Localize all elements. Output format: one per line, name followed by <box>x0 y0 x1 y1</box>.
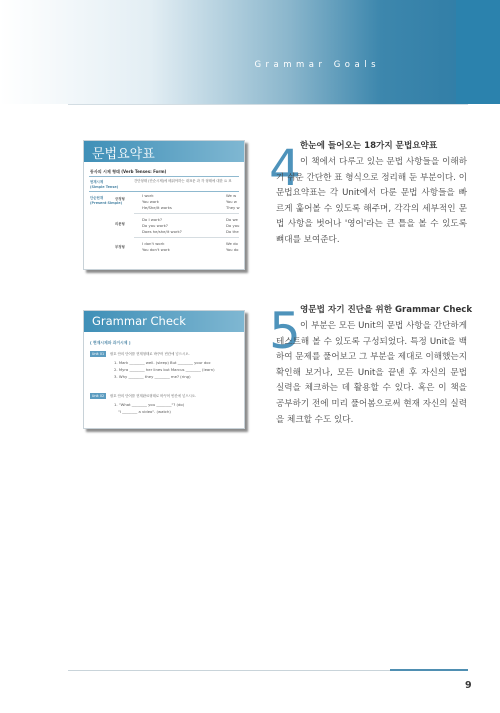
exercise-item: "I ________ a video". (watch) <box>118 409 171 414</box>
exercise-instruction: 괄호 안의 단어를 현재완료형태로 바꾸어 빈칸에 넣으시오. <box>110 394 197 398</box>
thumbnail-header <box>84 311 244 332</box>
thumbnail-title: 문법요약표 <box>92 147 155 162</box>
exercise-item: 3. Why ________ they ________ me? (ring) <box>114 374 191 379</box>
thumbnail-header <box>84 141 244 162</box>
summary-table-thumbnail <box>83 140 245 270</box>
thumbnail-rule <box>89 191 239 192</box>
row-line-right: Do you <box>226 223 240 228</box>
exercise-instruction: 괄호 안의 단어를 현재형태로 바꾸어 빈칸에 넣으시오. <box>110 352 190 356</box>
row-divider <box>134 213 239 214</box>
row-line-right: Do we <box>226 217 238 222</box>
section-number: 5 <box>269 302 301 360</box>
row-line: Do I work? <box>142 217 162 222</box>
thumbnail-intro: 간단형태 (단순시제)에 배워야하는 대표문 과 각 형태에 대한 요 표 <box>134 179 232 183</box>
section-heading: 한눈에 들어오는 18가지 문법요약표 <box>300 141 438 151</box>
thumbnail-title: Grammar Check <box>92 314 186 328</box>
section-paragraph: 이 책에서 다루고 있는 문법 사항들을 이해하기 쉬운 간단한 표 형식으로 정리해 둔 부분이다. 이 문법요약표는 각 Unit에서 다룬 문법 사항들을 빠르게 훑어볼 수 있도록 해주며, 각각의 세부적인 문법 사항을 벗어나 '영어'라는 큰 틀을 볼 수 있도록 뼈대를 보여준다. <box>276 157 467 245</box>
row-category: 부정형 <box>115 245 125 249</box>
sub-tense-label: 단순현재 <box>90 196 104 200</box>
row-line: He/She/It works <box>142 205 172 210</box>
section-heading: 영문법 자기 진단을 위한 Grammar Check <box>300 305 473 315</box>
row-line-right: You do <box>226 247 239 252</box>
tense-label: 현재시제 <box>90 180 104 184</box>
row-line: You don't work <box>142 247 170 252</box>
row-line-right: Do the <box>226 229 239 234</box>
exercise-item: 2. Myra ________ her lines but Marcus ________ (learn) <box>114 367 215 372</box>
row-line: You work <box>142 199 159 204</box>
header-band <box>0 0 500 104</box>
header-title: Grammar Goals <box>254 60 380 70</box>
row-line: I work <box>142 193 154 198</box>
grammar-check-thumbnail <box>83 310 245 429</box>
header-divider <box>68 104 468 105</box>
row-line: Does he/she/it work? <box>142 229 182 234</box>
exercise-item: 1. "What ________ you ________"? (do) <box>114 402 185 407</box>
header-corner-block <box>456 0 500 104</box>
section-number: 4 <box>269 139 301 197</box>
exercise-item: 1. Mark ________ well. (sleep) But ________ your doc <box>114 360 211 365</box>
grammar-check-tag: [ 현재시제와 과거시제 ] <box>90 340 131 345</box>
row-divider <box>134 237 239 238</box>
page-number: 9 <box>465 680 472 691</box>
row-category: 의문형 <box>115 222 125 226</box>
row-line: Do you work? <box>142 223 168 228</box>
row-line-right: We do <box>226 241 238 246</box>
row-category: 긍정형 <box>115 197 125 201</box>
row-line-right: We w <box>226 193 237 198</box>
thumbnail-subtitle: 동사의 시제 형태 (Verb Tenses: Form) <box>90 169 167 174</box>
section-paragraph: 이 부분은 모든 Unit의 문법 사항을 간단하게 테스트해 볼 수 있도록 구성되었다. 특정 Unit을 백하여 문제를 풀어보고 그 부분을 제대로 이해했는지 확인해 보거나, 모든 Unit을 끝낸 후 자신의 문법 실력을 체크하는 데 활용할 수 있다. 혹은 이 책을 공부하기 전에 미리 풀어봄으로써 현재 자신의 실력을 체크할 수도 있다. <box>276 321 467 425</box>
row-line-right: You w <box>226 199 237 204</box>
sub-tense-label-en: (Present Simple) <box>90 200 123 205</box>
thumbnail-rule <box>89 176 239 177</box>
footer-accent-bar <box>390 669 468 671</box>
unit-badge: Unit 02 <box>91 394 105 398</box>
unit-badge: Unit 01 <box>91 352 105 356</box>
row-line-right: They w <box>226 205 240 210</box>
row-line: I don't work <box>142 241 165 246</box>
tense-label-en: (Simple Tense) <box>90 184 119 189</box>
